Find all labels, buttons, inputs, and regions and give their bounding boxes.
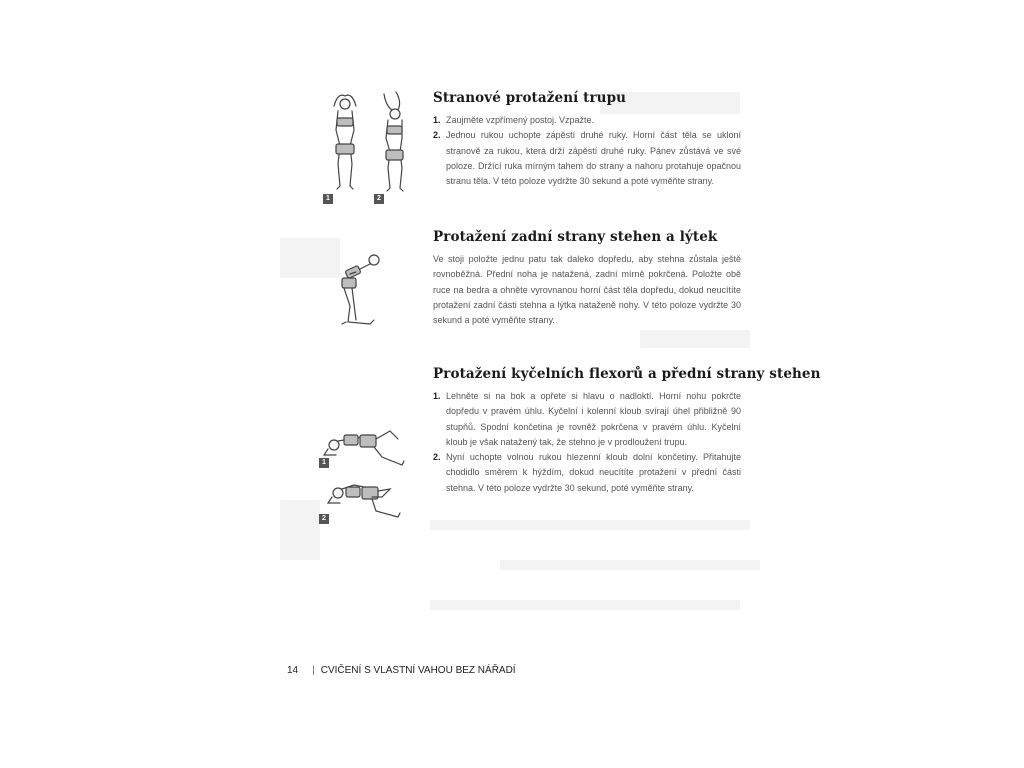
- step-list: [433, 389, 741, 496]
- figure-number-badge: 2: [374, 194, 384, 204]
- step-text: Nyní uchopte volnou rukou hlezenní kloub dolní končetiny. Přitahujte chodidlo směrem k hýždím, dokud neucítíte protažení v přední části stehna. V této poloze vydržte 30 sekund, poté vyměňte strany.: [446, 452, 741, 493]
- show-through: [640, 330, 750, 348]
- step-item: [433, 389, 741, 450]
- page-footer: [287, 665, 516, 676]
- step-text: Zaujměte vzpřímený postoj. Vzpažte.: [446, 115, 595, 125]
- step-list: [433, 113, 741, 189]
- figure-number-badge: 2: [319, 514, 329, 524]
- hamstring-calf-stretch-figure: [330, 250, 390, 330]
- chapter-title: CVIČENÍ S VLASTNÍ VAHOU BEZ NÁŘADÍ: [320, 665, 516, 676]
- step-item: [433, 128, 741, 189]
- section-hip-flexor-stretch: [433, 366, 821, 496]
- page-number: 14: [287, 665, 299, 676]
- step-item: [433, 113, 741, 128]
- step-text: Jednou rukou uchopte zápěstí druhé ruky. Horní část těla se ukloní stranově za rukou, která drží zápěstí druhé ruky. Pánev zůstává ve své poloze. Držící ruka mírným tahem do strany a nahoru protahuje opačnou stranu těla. V této poloze vydržte 30 sekund a poté vyměňte strany.: [446, 130, 741, 187]
- step-number: 1.: [433, 115, 441, 125]
- figure-number-badge: 1: [323, 194, 333, 204]
- section-title: Protažení zadní strany stehen a lýtek: [433, 229, 718, 245]
- figure-number-badge: 1: [319, 458, 329, 468]
- section3-figures: [316, 425, 416, 530]
- section2-figure: [330, 250, 390, 330]
- step-number: 2.: [433, 130, 441, 141]
- show-through: [280, 500, 320, 560]
- step-text: Lehněte si na bok a opřete si hlavu o nadloktí. Horní nohu pokrčte dopředu v pravém úhlu. Kyčelní i kolenní kloub svírají úhel přibližně 90 stupňů. Spodní končetina je rovněž pokrčena v pravém úhlu. Kyčelní kloub je však natažený tak, že stehno je v prodloužení trupu.: [446, 391, 741, 447]
- section-hamstring-stretch: [433, 229, 741, 328]
- step-item: [433, 450, 741, 496]
- show-through: [430, 520, 750, 530]
- section-title: Protažení kyčelních flexorů a přední strany stehen: [433, 366, 821, 382]
- section-side-stretch: [433, 90, 741, 189]
- show-through: [500, 560, 760, 570]
- step-number: 2.: [433, 452, 441, 463]
- step-number: 1.: [433, 391, 441, 401]
- show-through: [430, 600, 740, 610]
- section-title: Stranové protažení trupu: [433, 90, 627, 106]
- section-paragraph: Ve stoji položte jednu patu tak daleko dopředu, aby stehna zůstala ještě rovnoběžná. Přední noha je natažená, zadní mírně pokrčená. Položte obě ruce na bedra a ohněte vyrovnanou horní část těla dopředu, dokud neucítíte protažení zadní části stehna a lýtka nataženě nohy. V této poloze vydržte 30 sekund a poté vyměňte strany.: [433, 254, 741, 326]
- footer-separator: |: [312, 665, 315, 676]
- section1-figure: [316, 88, 426, 206]
- standing-overhead-stretch-figure: [316, 88, 426, 206]
- side-lying-figure: [316, 425, 416, 530]
